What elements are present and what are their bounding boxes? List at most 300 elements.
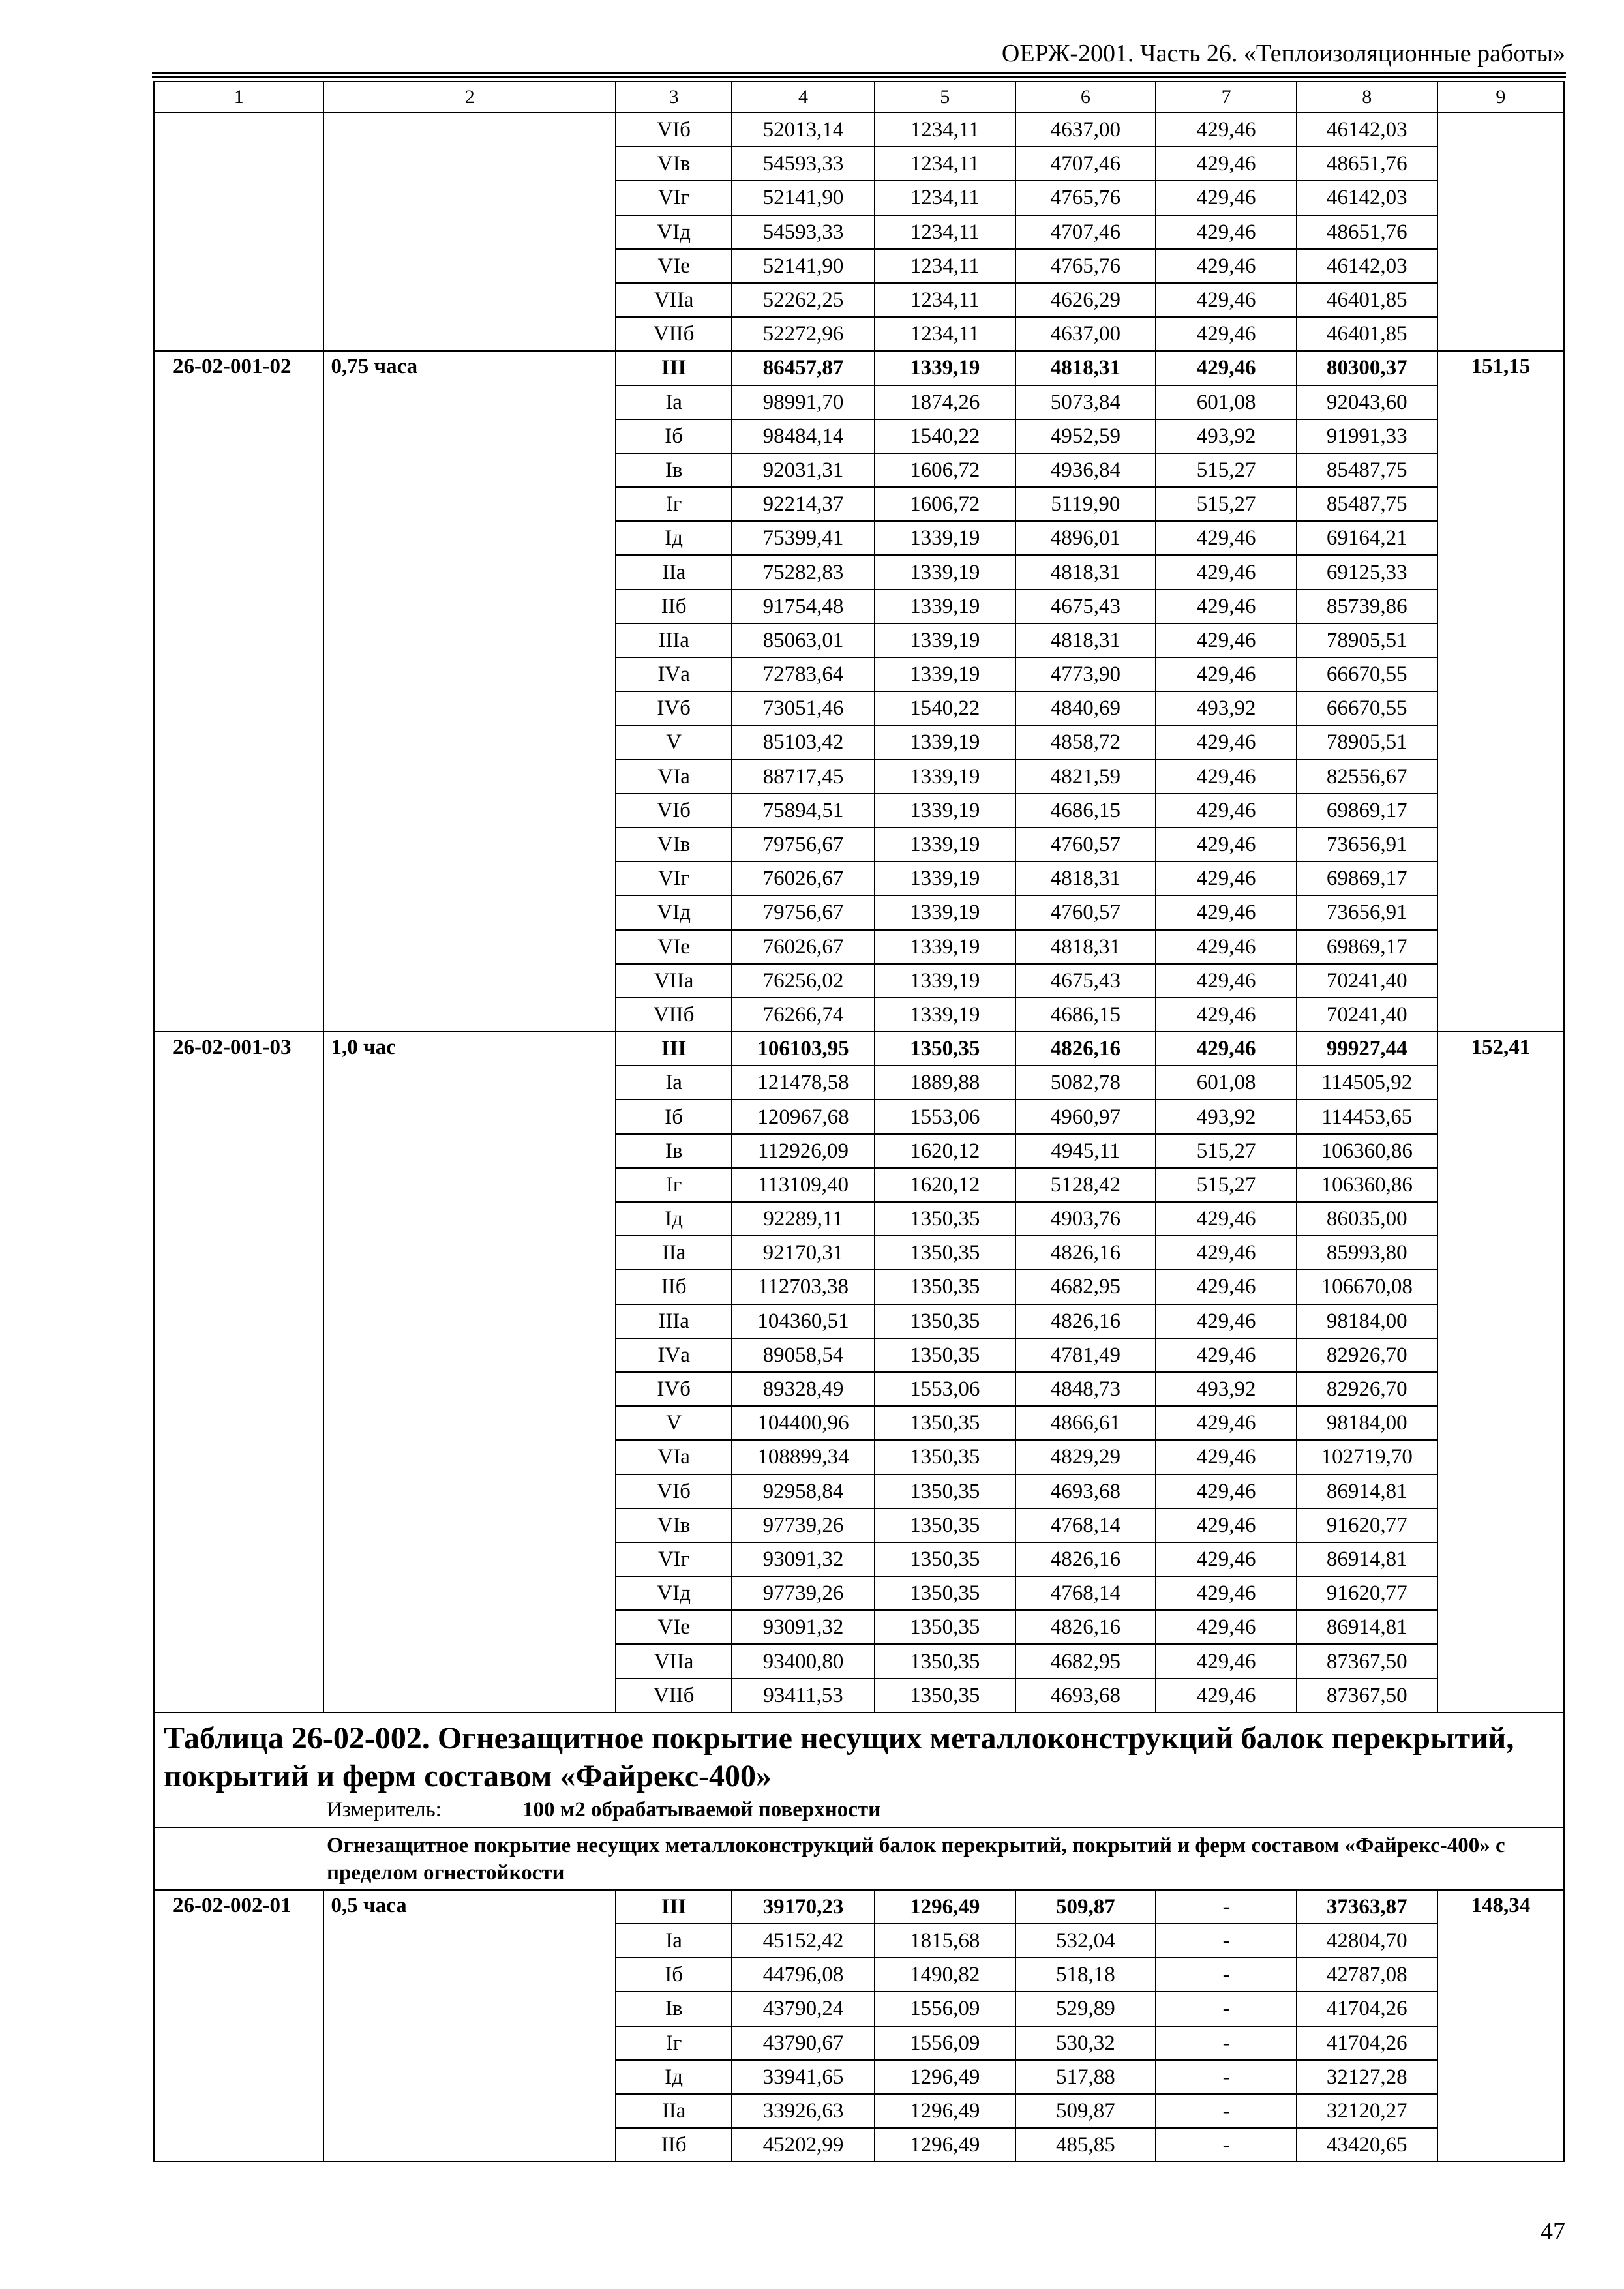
empty-cell <box>154 1168 323 1202</box>
running-header: ОЕРЖ-2001. Часть 26. «Теплоизоляционные работы» <box>1001 40 1565 67</box>
labor-wage-cell: 1339,19 <box>875 794 1015 828</box>
materials-cell: 78905,51 <box>1297 623 1437 657</box>
operator-wage-cell: 429,46 <box>1156 895 1297 929</box>
table-row <box>154 725 1564 759</box>
labor-wage-cell: 1350,35 <box>875 1644 1015 1678</box>
materials-cell: 69869,17 <box>1297 861 1437 895</box>
empty-cell <box>154 1372 323 1406</box>
empty-cell <box>154 930 323 964</box>
total-cost-cell: 45152,42 <box>732 1924 875 1958</box>
total-cost-cell: 75894,51 <box>732 794 875 828</box>
empty-cell <box>154 1134 323 1168</box>
empty-cell <box>154 1236 323 1270</box>
machine-cell: 4821,59 <box>1015 760 1156 794</box>
empty-cell <box>1437 181 1564 215</box>
operator-wage-cell: 429,46 <box>1156 828 1297 861</box>
materials-cell: 32127,28 <box>1297 2060 1437 2094</box>
zone-cell: Iг <box>616 1168 732 1202</box>
empty-cell <box>323 385 616 419</box>
table-row <box>154 1100 1564 1133</box>
empty-cell <box>154 691 323 725</box>
labor-wage-cell: 1540,22 <box>875 691 1015 725</box>
machine-cell: 530,32 <box>1015 2026 1156 2060</box>
empty-cell <box>323 895 616 929</box>
table-row <box>154 2060 1564 2094</box>
materials-cell: 69125,33 <box>1297 555 1437 589</box>
materials-cell: 78905,51 <box>1297 725 1437 759</box>
empty-cell <box>323 1304 616 1338</box>
total-cost-cell: 76256,02 <box>732 964 875 998</box>
empty-cell <box>323 691 616 725</box>
materials-cell: 43420,65 <box>1297 2128 1437 2162</box>
materials-cell: 42787,08 <box>1297 1958 1437 1992</box>
empty-cell <box>1437 283 1564 317</box>
machine-cell: 5119,90 <box>1015 487 1156 521</box>
empty-cell <box>1437 147 1564 181</box>
total-cost-cell: 75399,41 <box>732 521 875 555</box>
table-row <box>154 317 1564 351</box>
table-row <box>154 1890 1564 1924</box>
empty-cell <box>154 113 323 147</box>
labor-wage-cell: 1339,19 <box>875 351 1015 385</box>
total-cost-cell: 112926,09 <box>732 1134 875 1168</box>
zone-cell: IVа <box>616 1338 732 1372</box>
zone-cell: VIе <box>616 930 732 964</box>
total-cost-cell: 76026,67 <box>732 930 875 964</box>
machine-cell: 4903,76 <box>1015 1202 1156 1236</box>
empty-cell <box>1437 215 1564 249</box>
empty-cell <box>323 419 616 453</box>
col-number: 5 <box>875 82 1015 113</box>
labor-wage-cell: 1606,72 <box>875 487 1015 521</box>
total-cost-cell: 112703,38 <box>732 1270 875 1304</box>
operator-wage-cell: - <box>1156 2060 1297 2094</box>
labor-wage-cell: 1339,19 <box>875 964 1015 998</box>
table-row <box>154 861 1564 895</box>
table-row <box>154 1168 1564 1202</box>
table-row <box>154 487 1564 521</box>
total-cost-cell: 75282,83 <box>732 555 875 589</box>
labor-wage-cell: 1296,49 <box>875 2128 1015 2162</box>
empty-cell <box>1437 930 1564 964</box>
empty-cell <box>323 861 616 895</box>
empty-cell <box>154 1644 323 1678</box>
total-cost-cell: 108899,34 <box>732 1440 875 1474</box>
materials-cell: 86035,00 <box>1297 1202 1437 1236</box>
machine-cell: 4773,90 <box>1015 657 1156 691</box>
machine-cell: 4818,31 <box>1015 351 1156 385</box>
operator-wage-cell: 493,92 <box>1156 691 1297 725</box>
operator-wage-cell: 429,46 <box>1156 1406 1297 1440</box>
empty-cell <box>154 1406 323 1440</box>
operator-wage-cell: 429,46 <box>1156 1508 1297 1542</box>
materials-cell: 86914,81 <box>1297 1542 1437 1576</box>
empty-cell <box>323 215 616 249</box>
empty-cell <box>323 113 616 147</box>
total-cost-cell: 97739,26 <box>732 1508 875 1542</box>
machine-cell: 4765,76 <box>1015 181 1156 215</box>
labor-cost-cell <box>1437 351 1564 385</box>
zone-cell: VIIа <box>616 283 732 317</box>
total-cost-cell: 93091,32 <box>732 1610 875 1644</box>
operator-wage-cell: 429,46 <box>1156 1610 1297 1644</box>
materials-cell: 85487,75 <box>1297 453 1437 487</box>
operator-wage-cell: 429,46 <box>1156 351 1297 385</box>
labor-wage-cell: 1339,19 <box>875 760 1015 794</box>
zone-cell: Iа <box>616 1066 732 1100</box>
operator-wage-cell: 429,46 <box>1156 283 1297 317</box>
materials-cell: 80300,37 <box>1297 351 1437 385</box>
empty-cell <box>323 1474 616 1508</box>
table-row <box>154 1236 1564 1270</box>
materials-cell: 69869,17 <box>1297 930 1437 964</box>
total-cost-cell: 85103,42 <box>732 725 875 759</box>
empty-cell <box>323 1338 616 1372</box>
empty-cell <box>1437 861 1564 895</box>
materials-cell: 69164,21 <box>1297 521 1437 555</box>
total-cost-cell: 89328,49 <box>732 1372 875 1406</box>
empty-cell <box>323 1270 616 1304</box>
zone-cell: VIг <box>616 1542 732 1576</box>
empty-cell <box>323 2026 616 2060</box>
empty-cell <box>323 760 616 794</box>
zone-cell: IIб <box>616 590 732 623</box>
zone-cell: VIб <box>616 794 732 828</box>
table-row <box>154 691 1564 725</box>
labor-wage-cell: 1234,11 <box>875 215 1015 249</box>
materials-cell: 98184,00 <box>1297 1304 1437 1338</box>
empty-cell <box>1437 691 1564 725</box>
empty-cell <box>323 1508 616 1542</box>
empty-cell <box>1437 657 1564 691</box>
machine-cell: 4818,31 <box>1015 930 1156 964</box>
operator-wage-cell: 429,46 <box>1156 1542 1297 1576</box>
empty-cell <box>323 487 616 521</box>
empty-cell <box>154 861 323 895</box>
empty-cell <box>1437 1542 1564 1576</box>
empty-cell <box>154 1542 323 1576</box>
operator-wage-cell: 429,46 <box>1156 249 1297 283</box>
labor-wage-cell: 1350,35 <box>875 1202 1015 1236</box>
zone-cell: VIб <box>616 113 732 147</box>
labor-wage-cell: 1339,19 <box>875 998 1015 1032</box>
empty-cell <box>154 1066 323 1100</box>
machine-cell: 5082,78 <box>1015 1066 1156 1100</box>
operator-wage-cell: 429,46 <box>1156 760 1297 794</box>
empty-cell <box>154 895 323 929</box>
empty-cell <box>323 725 616 759</box>
table-row <box>154 419 1564 453</box>
machine-cell: 4637,00 <box>1015 317 1156 351</box>
total-cost-cell: 104400,96 <box>732 1406 875 1440</box>
zone-cell: IIа <box>616 555 732 589</box>
materials-cell: 70241,40 <box>1297 964 1437 998</box>
table-row <box>154 895 1564 929</box>
empty-cell <box>1437 1576 1564 1610</box>
table-row <box>154 521 1564 555</box>
labor-wage-cell: 1556,09 <box>875 1992 1015 2026</box>
machine-cell: 5073,84 <box>1015 385 1156 419</box>
table-row <box>154 657 1564 691</box>
operator-wage-cell: 493,92 <box>1156 419 1297 453</box>
table-row <box>154 2094 1564 2128</box>
operator-wage-cell: 515,27 <box>1156 453 1297 487</box>
zone-cell: V <box>616 725 732 759</box>
total-cost-cell: 45202,99 <box>732 2128 875 2162</box>
machine-cell: 509,87 <box>1015 1890 1156 1924</box>
zone-cell: Iа <box>616 1924 732 1958</box>
empty-cell <box>323 1406 616 1440</box>
empty-cell <box>323 1236 616 1270</box>
zone-cell: IIб <box>616 2128 732 2162</box>
empty-cell <box>323 317 616 351</box>
materials-cell: 66670,55 <box>1297 657 1437 691</box>
operator-wage-cell: - <box>1156 2094 1297 2128</box>
empty-cell <box>154 1508 323 1542</box>
empty-cell <box>323 1644 616 1678</box>
table-row <box>154 283 1564 317</box>
empty-cell <box>1437 1992 1564 2026</box>
empty-cell <box>323 964 616 998</box>
table-row <box>154 1202 1564 1236</box>
machine-cell: 4826,16 <box>1015 1032 1156 1066</box>
operator-wage-cell: 429,46 <box>1156 1304 1297 1338</box>
total-cost-cell: 106103,95 <box>732 1032 875 1066</box>
empty-cell <box>154 1924 323 1958</box>
table-row <box>154 215 1564 249</box>
empty-cell <box>323 1924 616 1958</box>
operator-wage-cell: - <box>1156 1958 1297 1992</box>
col-number: 4 <box>732 82 875 113</box>
empty-cell <box>154 998 323 1032</box>
empty-cell <box>323 521 616 555</box>
operator-wage-cell: 429,46 <box>1156 181 1297 215</box>
table-title-cell <box>154 1713 1564 1827</box>
total-cost-cell: 89058,54 <box>732 1338 875 1372</box>
empty-cell <box>323 1958 616 1992</box>
table-row <box>154 1610 1564 1644</box>
total-cost-cell: 113109,40 <box>732 1168 875 1202</box>
total-cost-cell: 52141,90 <box>732 181 875 215</box>
fire-resistance-duration: 0,75 часа <box>323 351 616 385</box>
labor-wage-cell: 1350,35 <box>875 1542 1015 1576</box>
empty-cell <box>1437 2026 1564 2060</box>
total-cost-cell: 92031,31 <box>732 453 875 487</box>
total-cost-cell: 120967,68 <box>732 1100 875 1133</box>
operator-wage-cell: 429,46 <box>1156 113 1297 147</box>
empty-cell <box>323 828 616 861</box>
empty-cell <box>154 419 323 453</box>
empty-cell <box>323 998 616 1032</box>
operator-wage-cell: 515,27 <box>1156 1134 1297 1168</box>
materials-cell: 114453,65 <box>1297 1100 1437 1133</box>
machine-cell: 4866,61 <box>1015 1406 1156 1440</box>
labor-wage-cell: 1490,82 <box>875 1958 1015 1992</box>
zone-cell: IIIа <box>616 623 732 657</box>
empty-cell <box>323 2128 616 2162</box>
empty-cell <box>1437 1610 1564 1644</box>
total-cost-cell: 43790,24 <box>732 1992 875 2026</box>
zone-cell: VIв <box>616 828 732 861</box>
labor-wage-cell: 1556,09 <box>875 2026 1015 2060</box>
zone-cell: VIг <box>616 181 732 215</box>
col-number: 3 <box>616 82 732 113</box>
machine-cell: 4818,31 <box>1015 555 1156 589</box>
total-cost-cell: 92958,84 <box>732 1474 875 1508</box>
labor-wage-cell: 1350,35 <box>875 1440 1015 1474</box>
labor-wage-cell: 1339,19 <box>875 895 1015 929</box>
labor-wage-cell: 1350,35 <box>875 1236 1015 1270</box>
total-cost-cell: 76026,67 <box>732 861 875 895</box>
zone-cell: VIа <box>616 760 732 794</box>
operator-wage-cell: 429,46 <box>1156 215 1297 249</box>
table-row <box>154 590 1564 623</box>
labor-wage-cell: 1606,72 <box>875 453 1015 487</box>
operator-wage-cell: 515,27 <box>1156 1168 1297 1202</box>
labor-wage-cell: 1553,06 <box>875 1372 1015 1406</box>
table-row <box>154 249 1564 283</box>
col-number: 1 <box>154 82 323 113</box>
empty-cell <box>154 283 323 317</box>
labor-wage-cell: 1296,49 <box>875 2060 1015 2094</box>
empty-cell <box>1437 1100 1564 1133</box>
operator-wage-cell: 601,08 <box>1156 385 1297 419</box>
empty-cell <box>1437 1236 1564 1270</box>
labor-wage-cell: 1350,35 <box>875 1304 1015 1338</box>
empty-cell <box>323 1202 616 1236</box>
machine-cell: 517,88 <box>1015 2060 1156 2094</box>
empty-cell <box>154 828 323 861</box>
zone-cell: VIв <box>616 147 732 181</box>
machine-cell: 4760,57 <box>1015 828 1156 861</box>
materials-cell: 37363,87 <box>1297 1890 1437 1924</box>
labor-wage-cell: 1296,49 <box>875 1890 1015 1924</box>
table-row <box>154 113 1564 147</box>
zone-cell: Iб <box>616 1100 732 1133</box>
rate-code: 26-02-002-01 <box>154 1890 323 1924</box>
operator-wage-cell: 515,27 <box>1156 487 1297 521</box>
labor-wage-cell: 1350,35 <box>875 1679 1015 1713</box>
labor-wage-cell: 1540,22 <box>875 419 1015 453</box>
operator-wage-cell: 429,46 <box>1156 725 1297 759</box>
labor-wage-cell: 1874,26 <box>875 385 1015 419</box>
empty-cell <box>1437 419 1564 453</box>
fire-resistance-duration: 0,5 часа <box>323 1890 616 1924</box>
machine-cell: 4765,76 <box>1015 249 1156 283</box>
empty-cell <box>1437 725 1564 759</box>
empty-cell <box>154 1610 323 1644</box>
empty-cell <box>154 2128 323 2162</box>
machine-cell: 4829,29 <box>1015 1440 1156 1474</box>
operator-wage-cell: 429,46 <box>1156 930 1297 964</box>
zone-cell: Iв <box>616 453 732 487</box>
total-cost-cell: 54593,33 <box>732 147 875 181</box>
empty-cell <box>1437 1440 1564 1474</box>
zone-cell: Iг <box>616 487 732 521</box>
empty-cell <box>323 657 616 691</box>
empty-cell <box>154 2094 323 2128</box>
materials-cell: 82926,70 <box>1297 1372 1437 1406</box>
materials-cell: 87367,50 <box>1297 1644 1437 1678</box>
zone-cell: VIб <box>616 1474 732 1508</box>
materials-cell: 66670,55 <box>1297 691 1437 725</box>
empty-cell <box>154 725 323 759</box>
total-cost-cell: 92170,31 <box>732 1236 875 1270</box>
empty-cell <box>154 1958 323 1992</box>
materials-cell: 82926,70 <box>1297 1338 1437 1372</box>
operator-wage-cell: 429,46 <box>1156 317 1297 351</box>
labor-wage-cell: 1350,35 <box>875 1610 1015 1644</box>
total-cost-cell: 92289,11 <box>732 1202 875 1236</box>
zone-cell: Iд <box>616 2060 732 2094</box>
materials-cell: 42804,70 <box>1297 1924 1437 1958</box>
materials-cell: 73656,91 <box>1297 895 1437 929</box>
machine-cell: 4768,14 <box>1015 1576 1156 1610</box>
zone-cell: III <box>616 1032 732 1066</box>
empty-cell <box>1437 1508 1564 1542</box>
machine-cell: 4896,01 <box>1015 521 1156 555</box>
operator-wage-cell: 429,46 <box>1156 1202 1297 1236</box>
table-row <box>154 2128 1564 2162</box>
operator-wage-cell: 429,46 <box>1156 861 1297 895</box>
total-cost-cell: 44796,08 <box>732 1958 875 1992</box>
table-row <box>154 181 1564 215</box>
materials-cell: 86914,81 <box>1297 1610 1437 1644</box>
zone-cell: Iг <box>616 2026 732 2060</box>
zone-cell: VIIб <box>616 317 732 351</box>
materials-cell: 48651,76 <box>1297 147 1437 181</box>
machine-cell: 4693,68 <box>1015 1679 1156 1713</box>
labor-wage-cell: 1339,19 <box>875 828 1015 861</box>
zone-cell: Iд <box>616 521 732 555</box>
labor-wage-cell: 1620,12 <box>875 1134 1015 1168</box>
labor-wage-cell: 1234,11 <box>875 181 1015 215</box>
machine-cell: 4675,43 <box>1015 964 1156 998</box>
operator-wage-cell: 429,46 <box>1156 1474 1297 1508</box>
machine-cell: 4682,95 <box>1015 1270 1156 1304</box>
operator-wage-cell: 429,46 <box>1156 964 1297 998</box>
total-cost-cell: 33926,63 <box>732 2094 875 2128</box>
machine-cell: 5128,42 <box>1015 1168 1156 1202</box>
table-row <box>154 1958 1564 1992</box>
empty-cell <box>323 1992 616 2026</box>
labor-wage-cell: 1339,19 <box>875 555 1015 589</box>
table-row <box>154 2026 1564 2060</box>
empty-cell <box>154 1270 323 1304</box>
table-row <box>154 1134 1564 1168</box>
table-row <box>154 1542 1564 1576</box>
labor-wage-cell: 1350,35 <box>875 1474 1015 1508</box>
operator-wage-cell: - <box>1156 1992 1297 2026</box>
empty-cell <box>154 1440 323 1474</box>
labor-wage-cell: 1350,35 <box>875 1270 1015 1304</box>
machine-cell: 4626,29 <box>1015 283 1156 317</box>
empty-cell <box>154 1576 323 1610</box>
rate-code: 26-02-001-03 <box>154 1032 323 1066</box>
zone-cell: VIд <box>616 895 732 929</box>
materials-cell: 106360,86 <box>1297 1168 1437 1202</box>
materials-cell: 102719,70 <box>1297 1440 1437 1474</box>
materials-cell: 46401,85 <box>1297 317 1437 351</box>
empty-cell <box>1437 1270 1564 1304</box>
total-cost-cell: 92214,37 <box>732 487 875 521</box>
labor-cost-value: 151,15 <box>1471 355 1531 379</box>
machine-cell: 4686,15 <box>1015 794 1156 828</box>
empty-cell <box>154 521 323 555</box>
machine-cell: 509,87 <box>1015 2094 1156 2128</box>
table-row <box>154 147 1564 181</box>
labor-wage-cell: 1339,19 <box>875 521 1015 555</box>
